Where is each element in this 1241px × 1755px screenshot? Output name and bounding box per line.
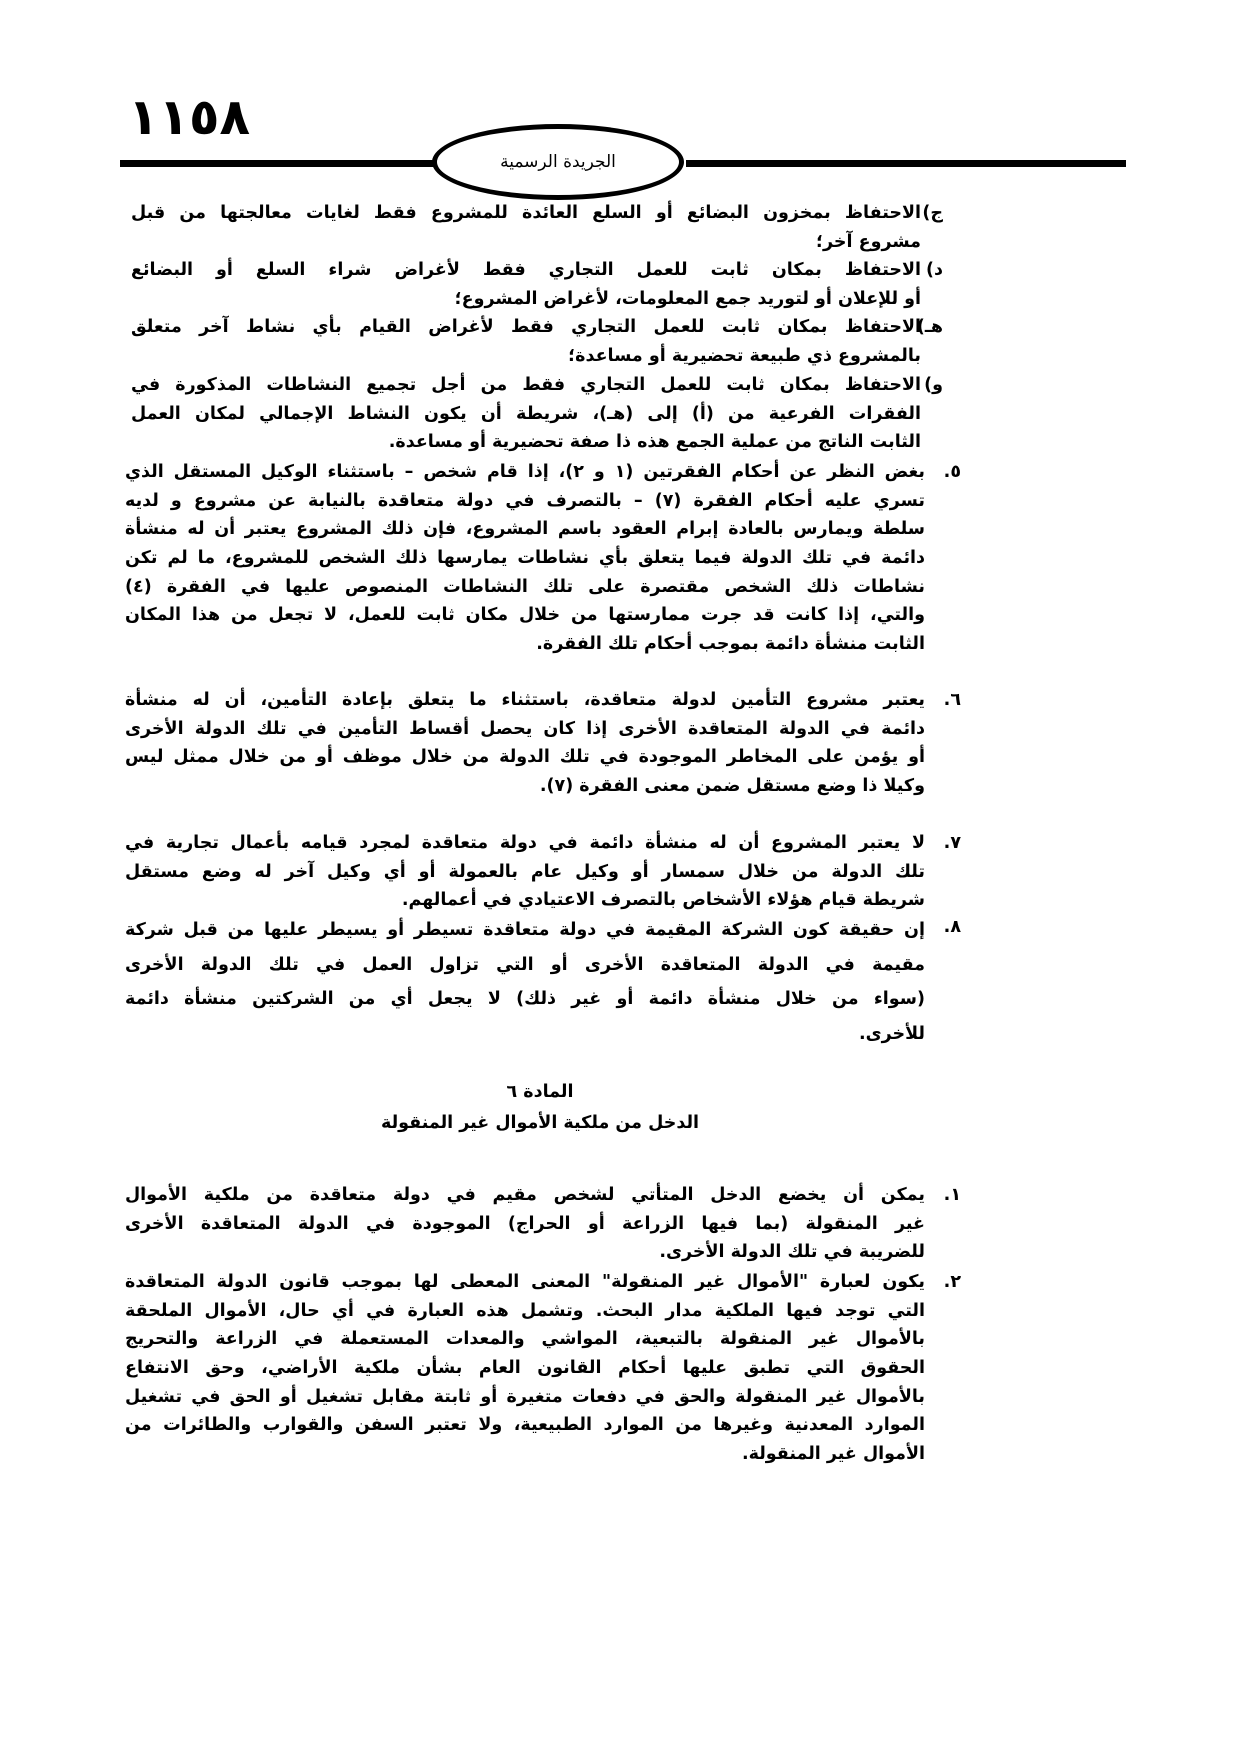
gazette-title: الجريدة الرسمية	[500, 152, 616, 172]
article-title: المادة ٦	[506, 1082, 574, 1102]
page-number: ١١٥٨	[128, 88, 251, 146]
text-line: يكون لعبارة "الأموال غير المنقولة" المعنى المعطى لها بموجب قانون الدولة المتعاقدة	[125, 1272, 925, 1292]
paragraph-text	[125, 1181, 925, 1267]
text-line: التي توجد فيها الملكية مدار البحث. وتشمل هذه العبارة في أي حال، الأموال الملحقة	[125, 1300, 925, 1321]
text-line: تلك الدولة من خلال سمسار أو وكيل عام بالعمولة أو أي وكيل آخر له وضع مستقل	[125, 861, 925, 882]
text-line: الفقرات الفرعية من (أ) إلى (هـ)، شريطة أن يكون النشاط الإجمالي لمكان العمل	[131, 403, 921, 424]
text-line: (سواء من خلال منشأة دائمة أو غير ذلك) لا يجعل أي من الشركتين منشأة دائمة	[125, 989, 925, 1010]
header-rule-left	[120, 160, 435, 167]
text-line: دائمة في تلك الدولة فيما يتعلق بأي نشاطات يمارسها ذلك الشخص للمشروع، ما لم تكن	[125, 548, 925, 569]
text-line: شريطة قيام هؤلاء الأشخاص بالتصرف الاعتيادي في أعمالهم.	[401, 890, 925, 911]
text-line: بالأموال غير المنقولة والحق في دفعات متغيرة أو ثابتة مقابل تشغيل أو الحق في تشغيل	[125, 1386, 925, 1407]
paragraph-marker: ٥.	[943, 462, 961, 482]
text-line: الاحتفاظ بمخزون البضائع أو السلع العائدة للمشروع فقط لغايات معالجتها من قبل	[131, 203, 921, 223]
paragraph-text	[131, 371, 921, 457]
text-line: إن حقيقة كون الشركة المقيمة في دولة متعاقدة تسيطر أو يسيطر عليها من قبل شركة	[125, 920, 925, 940]
text-line: الثابت منشأة دائمة بموجب أحكام تلك الفقرة.	[536, 634, 925, 655]
paragraph-marker: ٢.	[943, 1272, 961, 1292]
paragraph-marker: ج)	[922, 203, 943, 223]
paragraph-text	[131, 313, 921, 370]
paragraph-marker: ٦.	[943, 690, 961, 710]
text-line: بغض النظر عن أحكام الفقرتين (١ و ٢)، إذا قام شخص – باستثناء الوكيل المستقل الذي	[125, 462, 925, 482]
paragraph-text	[131, 199, 921, 256]
text-line: الاحتفاظ بمكان ثابت للعمل التجاري فقط لأغراض القيام بأي نشاط آخر متعلق	[131, 317, 921, 337]
text-line: الاحتفاظ بمكان ثابت للعمل التجاري فقط لأغراض شراء السلع أو البضائع	[131, 260, 921, 280]
text-line: يمكن أن يخضع الدخل المتأتي لشخص مقيم في دولة متعاقدة من ملكية الأموال	[125, 1185, 925, 1205]
paragraph-marker: د)	[926, 260, 943, 280]
text-line: مشروع آخر؛	[816, 231, 921, 252]
text-line: دائمة في الدولة المتعاقدة الأخرى إذا كان يحصل أقساط التأمين في تلك الدولة الأخرى	[125, 718, 925, 739]
header-rule-right	[686, 160, 1126, 167]
paragraph-marker: ٨.	[943, 917, 961, 937]
paragraph-marker: هـ)	[916, 317, 943, 337]
gazette-title-oval	[432, 124, 684, 200]
text-line: الاحتفاظ بمكان ثابت للعمل التجاري فقط من أجل تجميع النشاطات المذكورة في	[131, 375, 921, 395]
text-line: لا يعتبر المشروع أن له منشأة دائمة في دولة متعاقدة لمجرد قيامه بأعمال تجارية في	[125, 833, 925, 853]
text-line: أو للإعلان أو لتوريد جمع المعلومات، لأغراض المشروع؛	[454, 288, 921, 309]
text-line: أو يؤمن على المخاطر الموجودة في تلك الدولة من خلال موظف أو من خلال ممثل ليس	[125, 747, 925, 768]
paragraph-marker: ٧.	[943, 833, 961, 853]
text-line: بالمشروع ذي طبيعة تحضيرية أو مساعدة؛	[568, 345, 921, 366]
text-line: والتي، إذا كانت قد جرت ممارستها من خلال مكان ثابت للعمل، لا تجعل من هذا المكان	[125, 605, 925, 626]
text-line: مقيمة في الدولة المتعاقدة الأخرى أو التي تزاول العمل في تلك الدولة الأخرى	[125, 954, 925, 975]
text-line: الأموال غير المنقولة.	[741, 1444, 925, 1465]
text-line: الحقوق التي تطبق عليها أحكام القانون العام بشأن ملكية الأراضي، وحق الانتفاع	[125, 1358, 925, 1379]
paragraph-text	[125, 458, 925, 659]
paragraph-marker: ١.	[943, 1185, 961, 1205]
paragraph-text	[125, 686, 925, 801]
text-line: الثابت الناتج من عملية الجمع هذه ذا صفة تحضيرية أو مساعدة.	[388, 432, 921, 453]
text-line: تسري عليه أحكام الفقرة (٧) – بالتصرف في دولة متعاقدة بالنيابة عن مشروع و لديه	[125, 490, 925, 511]
paragraph-text	[125, 1268, 925, 1469]
text-line: للأخرى.	[858, 1024, 925, 1045]
text-line: بالأموال غير المنقولة بالتبعية، المواشي والمعدات المستعملة في الزراعة والتحريج	[125, 1329, 925, 1350]
paragraph-text	[125, 829, 925, 915]
text-line: للضريبة في تلك الدولة الأخرى.	[659, 1242, 925, 1263]
paragraph-text	[131, 256, 921, 313]
paragraph-text	[125, 913, 925, 1052]
text-line: يعتبر مشروع التأمين لدولة متعاقدة، باستثناء ما يتعلق بإعادة التأمين، أن له منشأة	[125, 690, 925, 710]
text-line: سلطة ويمارس بالعادة إبرام العقود باسم المشروع، فإن ذلك المشروع يعتبر أن له منشأة	[125, 519, 925, 540]
text-line: وكيلا ذا وضع مستقل ضمن معنى الفقرة (٧).	[539, 776, 925, 797]
article-subtitle: الدخل من ملكية الأموال غير المنقولة	[380, 1113, 700, 1133]
text-line: غير المنقولة (بما فيها الزراعة أو الحراج) الموجودة في الدولة المتعاقدة الأخرى	[125, 1213, 925, 1234]
text-line: نشاطات ذلك الشخص مقتصرة على تلك النشاطات المنصوص عليها في الفقرة (٤)	[125, 576, 925, 597]
text-line: الموارد المعدنية وغيرها من الموارد الطبيعية، ولا تعتبر السفن والقوارب والطائرات من	[125, 1415, 925, 1436]
paragraph-marker: و)	[924, 375, 943, 395]
